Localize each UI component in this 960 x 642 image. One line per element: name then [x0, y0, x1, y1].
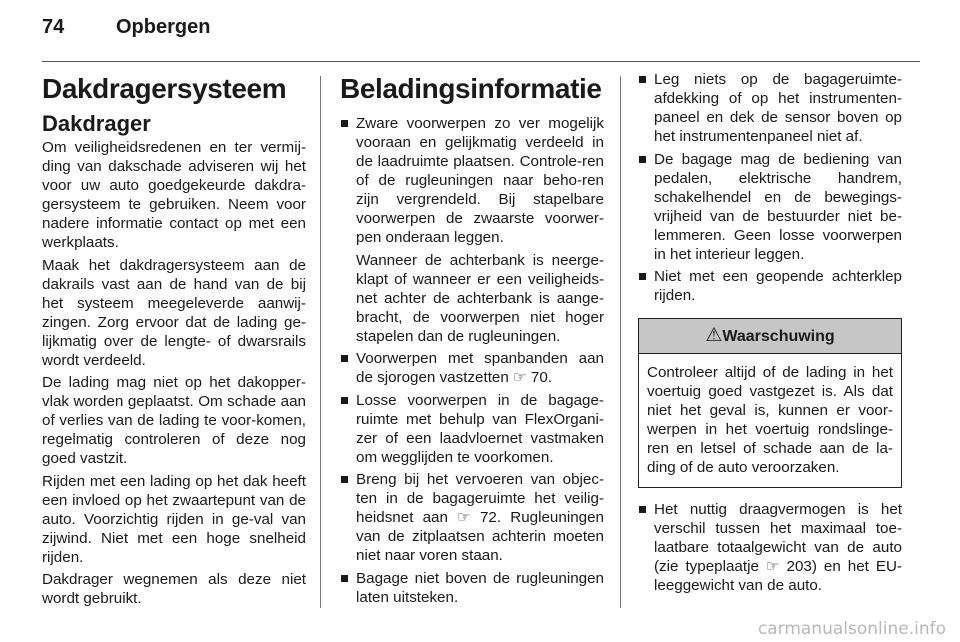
list-item-text: Niet met een geopende achterklep rijden. [654, 268, 902, 304]
warning-header [639, 319, 901, 354]
warning-triangle-icon: ⚠ [705, 325, 723, 346]
column-3 [638, 70, 902, 599]
bullet-list [638, 500, 902, 595]
bullet-square-icon [639, 506, 646, 513]
list-item [340, 470, 604, 565]
section-title: Dakdragersysteem [42, 73, 287, 104]
list-item-text: Voorwerpen met spanbanden aan de sjorogen vastzetten [356, 350, 604, 386]
chapter-title: Opbergen [116, 16, 211, 38]
bullet-list [638, 70, 902, 305]
subsection-title: Dakdrager [42, 111, 151, 136]
page-reference-icon: ☞ [765, 558, 780, 575]
page-reference-link[interactable]: 72. Rugleuningen [479, 509, 604, 526]
paragraph: Om veiligheidsredenen en ter vermij-ding van dakschade adviseren wij het voor uw auto goedgekeurde dakdra-gersysteem te gebruiken. Neem voor nadere informatie contact op met een werkplaats. [42, 139, 306, 251]
list-item-text: Losse voorwerpen in de bagage-ruimte met behulp van FlexOrgani-zer of een laadvloernet vastmaken om wegglijden te voorkomen. [356, 391, 604, 466]
bullet-list [340, 114, 604, 607]
paragraph: Dakdrager wegnemen als deze niet wordt gebruikt. [42, 571, 306, 607]
column-divider [620, 76, 621, 608]
list-item-text: Zware voorwerpen zo ver mogelijk vooraan en gelijkmatig verdeeld in de laadruimte plaatsen. Controle-ren of de rugleuningen naar beho-ren zijn vergrendeld. Bij stapelbare voorwerpen de zwaarste voorwer-pen onderaan leggen. [356, 115, 604, 246]
column-2 [340, 70, 604, 610]
paragraph: Rijden met een lading op het dak heeft een invloed op het zwaartepunt van de auto. Voorzichtig rijden in ge-val van zijwind. Niet met een hoge snelheid rijden. [42, 472, 306, 566]
list-item-text: van de zitplaatsen achterin moeten niet naar voren staan. [356, 528, 604, 564]
column-divider [320, 76, 321, 608]
list-item [340, 349, 604, 387]
list-item-text: Leg niets op de bagageruimte-afdekking of op het instrumenten-paneel en dek de sensor boven op het instrumentenpaneel niet af. [654, 71, 902, 145]
bullet-square-icon [341, 397, 348, 404]
list-item-text: Breng bij het vervoeren van objec-ten in de bagageruimte het veilig-heidsnet aan [356, 471, 604, 526]
bullet-square-icon [341, 120, 348, 127]
page-reference-icon: ☞ [457, 509, 471, 526]
list-item-text: Het nuttig draagvermogen is het verschil tussen het maximaal toe-laatbare totaalgewicht van de auto (zie typeplaatje [654, 501, 902, 575]
bullet-square-icon [639, 156, 646, 163]
bullet-square-icon [639, 76, 646, 83]
warning-title: Waarschuwing [722, 328, 835, 345]
list-item-text: Bagage niet boven de rugleuningen laten uitsteken. [356, 569, 604, 606]
bullet-square-icon [639, 273, 646, 280]
bullet-square-icon [341, 355, 348, 362]
paragraph: De lading mag niet op het dakopper-vlak worden geplaatst. Om schade aan of verlies van de lading te voor-komen, regelmatig controleren of deze nog goed vastzit. [42, 374, 306, 467]
column-1 [42, 70, 306, 612]
list-item-text: leeggewicht van de auto. [654, 577, 823, 594]
page-reference-icon: ☞ [513, 369, 527, 386]
page-reference-link[interactable]: 203) en het EU- [786, 558, 902, 575]
warning-text: Controleer altijd of de lading in het voertuig goed vastgezet is. Als dat niet het geval is, kunnen er voor-werpen in het voertuig rondslinge-ren en letsel of schade aan de la-ding of de auto veroorzaken. [647, 364, 893, 476]
list-item-subparagraph: Wanneer de achterbank is neerge-klapt of wanneer er een veiligheids-net achter de achterbank is aange-bracht, de voorwerpen niet hoger stapelen dan de rugleuningen. [356, 251, 604, 345]
bullet-square-icon [341, 476, 348, 483]
bullet-square-icon [341, 575, 348, 582]
list-item [340, 569, 604, 607]
list-item [340, 114, 604, 346]
paragraph: Maak het dakdragersysteem aan de dakrails vast aan de hand van de bij het systeem meegeleverde aanwij-zingen. Zorg ervoor dat de lading ge-lijkmatig over de lengte- of dwarsrails wordt verdeeld. [42, 256, 306, 369]
section-title: Beladingsinformatie [340, 73, 602, 104]
list-item [638, 500, 902, 595]
watermark: carmanualsonline.info [757, 619, 946, 639]
page-reference-link[interactable]: 70. [530, 369, 553, 386]
list-item [638, 267, 902, 305]
list-item [638, 150, 902, 264]
page-number: 74 [42, 16, 65, 38]
list-item [638, 70, 902, 146]
warning-box [638, 318, 902, 488]
list-item-text: De bagage mag de bediening van pedalen, elektrische handrem, schakelhendel en de bewegings-vrijheid van de bestuurder niet be-lemmeren. Geen losse voorwerpen in het interieur leggen. [654, 150, 902, 263]
header-rule [42, 61, 920, 62]
list-item [340, 391, 604, 467]
